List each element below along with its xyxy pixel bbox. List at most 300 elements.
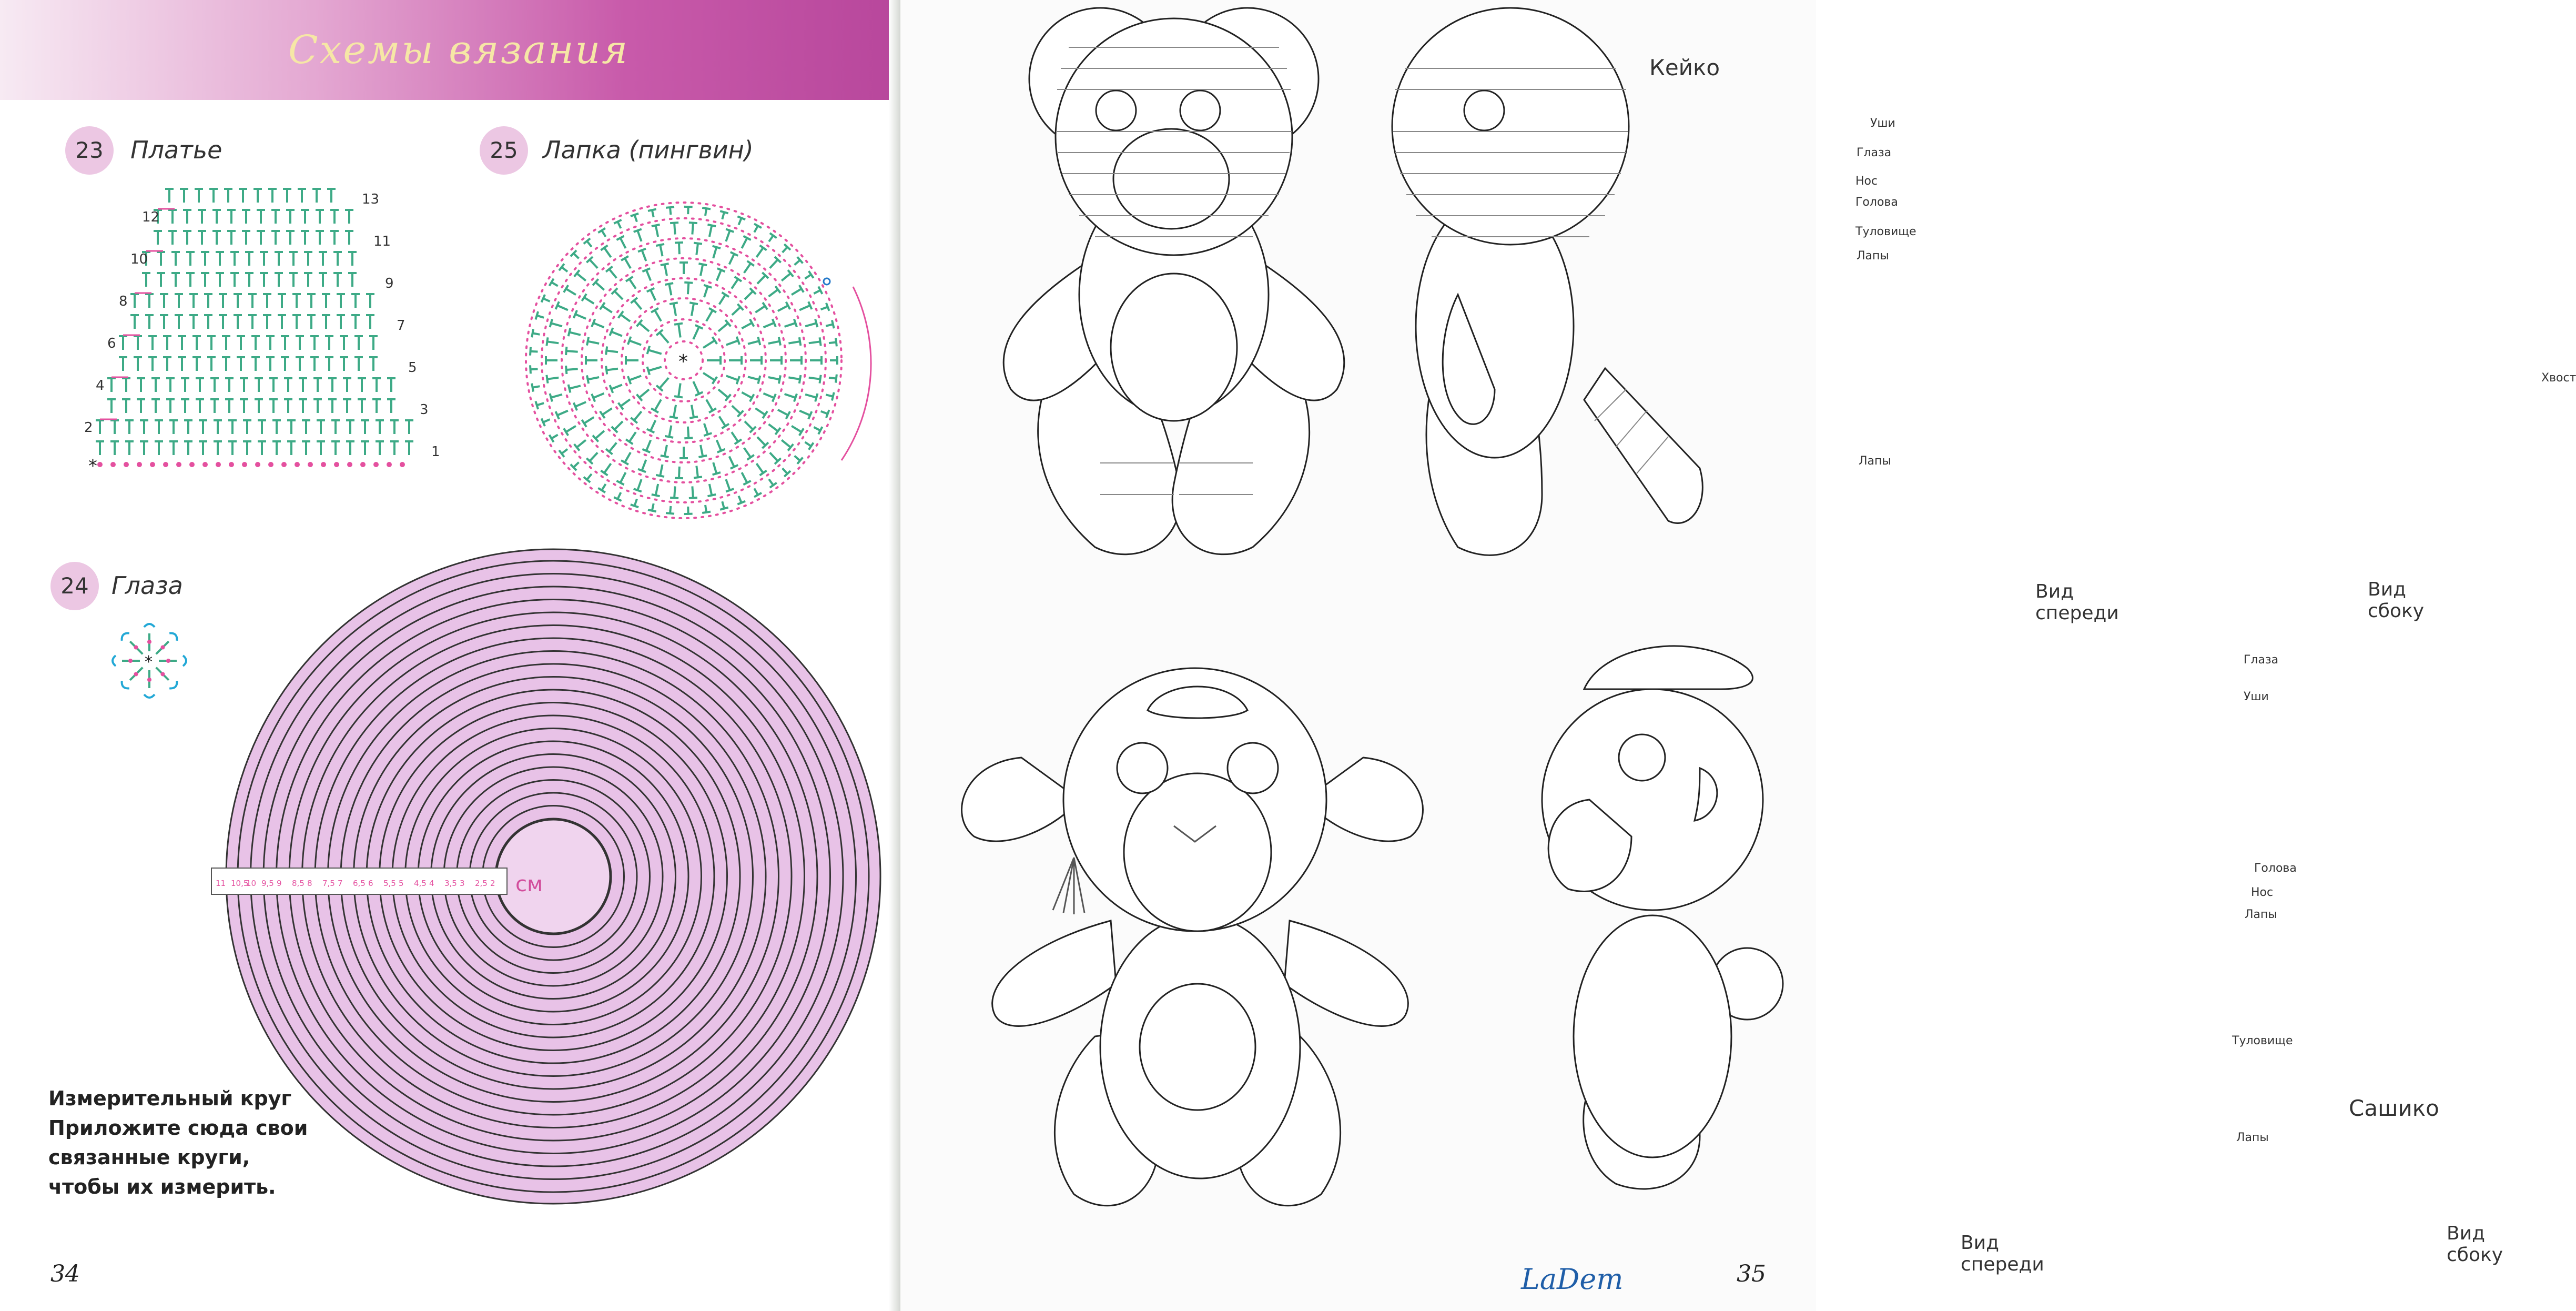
stitch — [742, 392, 752, 398]
chain-stitch — [150, 462, 155, 467]
stitch-top — [532, 329, 533, 337]
paw-spiral-crochet-chart — [505, 187, 873, 534]
chain-stitch — [281, 462, 287, 467]
stitch — [709, 225, 712, 237]
stitch — [705, 505, 706, 512]
stitch-top — [648, 209, 656, 211]
stitch — [795, 260, 800, 265]
stitch — [729, 254, 734, 265]
chain-stitch — [134, 646, 138, 650]
stitch — [634, 215, 636, 221]
stitch-top — [773, 319, 776, 327]
stitch — [788, 341, 800, 344]
stitch-top — [569, 328, 571, 337]
note-line: связанные круги, — [48, 1146, 250, 1169]
stitch-top — [606, 347, 607, 355]
right-page — [900, 0, 2576, 1311]
stitch — [648, 367, 662, 370]
stitch-top — [773, 394, 776, 402]
page-title: Схемы вязания — [288, 27, 630, 73]
scale-tick-label: 4,5 — [414, 879, 427, 888]
stitch — [566, 351, 578, 352]
stitch — [611, 385, 622, 389]
stitch — [547, 341, 559, 343]
stitch — [768, 341, 780, 344]
stitch-top — [694, 477, 702, 478]
stitch — [575, 314, 586, 319]
stitch — [669, 284, 671, 296]
stitch — [754, 226, 758, 232]
stitch — [829, 378, 836, 379]
chain-stitch — [216, 462, 221, 467]
stitch — [566, 426, 576, 432]
stitch — [718, 389, 728, 397]
scale-tick-label: 6 — [368, 879, 373, 888]
left-page-number: 34 — [50, 1260, 80, 1287]
toy-name-keiko: Кейко — [1649, 55, 1720, 80]
stitch-top — [656, 475, 664, 477]
stitch-top — [826, 410, 829, 418]
stitch-top — [794, 394, 797, 401]
start-marker: * — [678, 351, 688, 372]
stitch — [566, 289, 576, 295]
stitch — [634, 499, 636, 506]
stitch — [630, 376, 642, 380]
stitch — [640, 323, 649, 331]
stitch — [704, 286, 708, 297]
stitch-top — [737, 337, 739, 345]
stitch — [602, 408, 612, 415]
stitch — [656, 484, 658, 496]
chain-stitch — [163, 462, 168, 467]
stitch — [531, 351, 538, 352]
stitch — [717, 440, 721, 451]
stitch — [566, 369, 578, 370]
chain-stitch — [308, 462, 313, 467]
outer-stitch — [144, 694, 155, 698]
stitch-top — [698, 456, 707, 457]
stitch — [732, 279, 738, 288]
sashiko-front-view-label: Вид спереди — [1961, 1232, 2044, 1275]
stitch-top — [726, 229, 734, 231]
stitch — [718, 323, 728, 331]
chain-stitch — [242, 462, 247, 467]
stitch — [570, 332, 581, 335]
stitch — [717, 270, 721, 280]
stitch — [630, 279, 636, 288]
stitch — [703, 340, 715, 348]
stitch — [678, 324, 681, 338]
stitch-top — [661, 456, 669, 457]
scale-tick-label: 5,5 — [383, 879, 396, 888]
stitch-top — [530, 347, 531, 356]
scale-tick-label: 2 — [490, 879, 495, 888]
stitch-top — [628, 337, 631, 345]
stitch — [719, 416, 726, 426]
stitch-top — [652, 225, 660, 226]
stitch — [692, 304, 694, 316]
stitch — [620, 238, 625, 248]
stitch-top — [815, 394, 817, 401]
stitch — [573, 462, 579, 468]
scale-tick-label: 8,5 — [292, 879, 305, 888]
stitch — [562, 267, 567, 271]
stitch — [814, 427, 820, 430]
stitch — [570, 386, 581, 388]
stitch — [588, 341, 600, 344]
stitch — [709, 484, 712, 496]
row-number-right: 1 — [431, 444, 440, 460]
dress-crochet-chart — [79, 174, 458, 479]
stitch — [757, 437, 765, 446]
stitch-top — [713, 246, 721, 248]
stitch — [543, 298, 550, 301]
stitch-top — [779, 375, 780, 384]
stitch-top — [836, 375, 837, 383]
stitch — [726, 479, 729, 490]
stitch — [634, 411, 642, 420]
stitch — [821, 411, 828, 414]
start-marker: * — [145, 653, 153, 671]
stitch — [547, 378, 559, 379]
stitch — [614, 291, 623, 299]
stitch — [693, 327, 699, 339]
stitch — [656, 225, 658, 237]
stitch-top — [535, 311, 538, 319]
stitch — [764, 323, 774, 327]
section-title-eyes: Глаза — [111, 571, 183, 600]
stitch — [701, 445, 703, 457]
chain-stitch — [160, 646, 165, 650]
stitch-top — [717, 268, 725, 271]
stitch-top — [628, 376, 631, 384]
stitch — [755, 306, 765, 312]
stitch — [726, 340, 738, 345]
stitch — [778, 410, 788, 415]
eyes-crochet-chart — [103, 614, 196, 707]
keiko-label-paws-legs: Лапы — [1859, 455, 1891, 468]
stitch — [754, 488, 758, 495]
stitch — [756, 463, 763, 473]
stitch — [552, 435, 558, 438]
publisher-logo: LaDem — [1521, 1263, 1624, 1296]
stitch-top — [647, 367, 650, 375]
stitch-top — [694, 243, 702, 244]
stitch-top — [610, 328, 613, 336]
stitch-top — [758, 376, 760, 384]
stitch — [814, 290, 820, 294]
stitch — [679, 243, 680, 254]
stitch — [674, 223, 675, 235]
keiko-label-head: Голова — [1855, 196, 1898, 209]
right-page-number: 35 — [1737, 1260, 1766, 1287]
stitch — [602, 306, 612, 312]
stitch — [606, 350, 618, 352]
stitch — [609, 269, 616, 278]
stitch-top — [638, 249, 646, 252]
stitch — [620, 472, 625, 483]
stitch — [732, 432, 738, 441]
stitch-top — [550, 319, 552, 327]
row-number-left: 8 — [119, 294, 128, 309]
stitch — [557, 411, 568, 416]
stitch — [646, 270, 651, 280]
sashiko-label-paws-arms: Лапы — [2245, 908, 2277, 921]
keiko-front-view-label: Вид спереди — [2035, 581, 2119, 624]
stitch — [805, 395, 816, 398]
keiko-label-nose: Нос — [1855, 175, 1878, 188]
stitch — [829, 342, 836, 343]
stitch-top — [819, 337, 820, 346]
scale-tick-label: 7,5 — [322, 879, 335, 888]
chain-stitch — [124, 462, 129, 467]
stitch — [651, 290, 655, 300]
stitch — [575, 402, 586, 407]
stitch-top — [535, 401, 538, 409]
keiko-label-paws-arms: Лапы — [1857, 249, 1889, 263]
stitch — [562, 449, 567, 453]
toy-name-sashiko: Сашико — [2349, 1095, 2439, 1121]
scale-tick-label: 2,5 — [475, 879, 488, 888]
row-number-left: 4 — [96, 378, 105, 394]
sashiko-label-eyes: Глаза — [2244, 653, 2279, 667]
stitch — [551, 395, 562, 398]
section-number-badge: 25 — [480, 126, 528, 175]
stitch-top — [720, 211, 728, 213]
stitch-top — [704, 433, 712, 436]
stitch — [782, 274, 790, 281]
stitch-top — [826, 303, 829, 311]
chain-stitch — [347, 462, 352, 467]
stitch — [646, 440, 651, 451]
keiko-label-body: Туловище — [1855, 225, 1916, 238]
stitch — [826, 324, 833, 326]
stitch — [696, 244, 698, 255]
chain-stitch — [97, 462, 103, 467]
scale-tick-label: 3 — [460, 879, 465, 888]
spiral-direction-arrow — [841, 287, 871, 460]
stitch-top — [532, 384, 533, 392]
stitch-top — [665, 436, 673, 438]
stitch — [625, 258, 631, 268]
stitch — [805, 442, 812, 446]
stitch — [732, 406, 741, 414]
stitch-top — [713, 472, 721, 475]
stitch — [670, 207, 671, 215]
stitch-top — [587, 337, 589, 346]
stitch — [674, 304, 676, 316]
stitch-top — [794, 319, 797, 327]
stitch — [614, 421, 623, 430]
stitch — [693, 381, 699, 394]
section-number-badge: 23 — [65, 126, 114, 175]
sashiko-label-ears: Уши — [2244, 690, 2269, 703]
stitch — [640, 389, 649, 397]
row-number-right: 5 — [408, 360, 417, 376]
stitch-top — [702, 208, 711, 209]
stitch-top — [631, 214, 638, 216]
chain-stitch — [268, 462, 273, 467]
stitch — [637, 479, 641, 490]
keiko-label-tail: Хвост — [2541, 371, 2576, 385]
stitch — [748, 341, 759, 344]
stitch-top — [779, 337, 780, 346]
stitch — [692, 486, 693, 498]
stitch — [611, 332, 622, 336]
stitch — [768, 424, 778, 431]
stitch — [630, 432, 636, 441]
stitch-top — [836, 338, 837, 347]
stitch-top — [638, 469, 646, 472]
stitch — [588, 377, 600, 379]
stitch-top — [689, 417, 698, 418]
stitch-top — [726, 489, 734, 491]
outer-stitch — [169, 681, 177, 688]
stitch — [604, 248, 611, 257]
row-number-right: 11 — [373, 234, 391, 249]
stitch — [593, 394, 604, 398]
stitch — [590, 452, 597, 461]
stitch-top — [689, 302, 698, 304]
stitch — [706, 310, 713, 321]
stitch-top — [648, 510, 656, 511]
row-number-right: 7 — [397, 318, 405, 334]
sashiko-side-view-label: Вид сбоку — [2447, 1223, 2503, 1266]
sashiko-front-view-diagram — [953, 626, 1479, 1231]
stitch — [660, 245, 662, 257]
stitch — [805, 275, 812, 279]
stitch-top — [832, 392, 834, 401]
stitch — [703, 373, 715, 380]
stitch — [745, 421, 753, 430]
outer-stitch — [144, 624, 155, 627]
scale-tick-label: 5 — [399, 879, 404, 888]
stitch — [769, 479, 773, 485]
stitch — [533, 333, 540, 334]
stitch — [722, 212, 724, 219]
stitch-top — [665, 283, 673, 285]
chain-stitch — [110, 462, 116, 467]
stitch — [584, 417, 594, 423]
stitch — [674, 405, 676, 418]
section-number-badge: 24 — [50, 562, 99, 610]
stitch — [573, 254, 579, 259]
row-number-left: 2 — [84, 420, 93, 436]
left-page — [0, 0, 900, 1311]
scale-tick-label: 7 — [338, 879, 343, 888]
stitch — [595, 431, 604, 439]
stitch — [713, 462, 716, 473]
stitch — [602, 230, 605, 237]
outer-stitch — [113, 655, 116, 666]
stitch-top — [702, 512, 711, 513]
end-marker — [824, 278, 830, 285]
stitch — [552, 283, 558, 286]
stitch-top — [661, 264, 669, 265]
stitch-top — [606, 366, 607, 375]
row-number-right: 3 — [420, 402, 429, 418]
stitch — [719, 295, 726, 305]
stitch — [799, 306, 810, 310]
stitch — [738, 218, 741, 225]
stitch-top — [647, 346, 650, 354]
stitch — [769, 236, 773, 241]
keiko-side-view-label: Вид сбоку — [2368, 579, 2425, 622]
outer-stitch — [183, 655, 186, 666]
stitch — [660, 332, 668, 343]
stitch — [826, 395, 833, 396]
stitch — [674, 486, 675, 498]
row-number-right: 13 — [362, 191, 380, 207]
chain-stitch — [160, 672, 165, 676]
row-number-right: 9 — [385, 276, 394, 291]
stitch-top — [717, 449, 725, 452]
chain-stitch — [189, 462, 195, 467]
stitch — [678, 384, 681, 397]
stitch-top — [642, 449, 650, 452]
scale-tick-label: 11 — [216, 879, 226, 888]
stitch — [729, 456, 734, 467]
stitch-top — [704, 285, 712, 288]
chain-stitch — [400, 462, 405, 467]
stitch-top — [799, 337, 801, 346]
keiko-label-eyes: Глаза — [1857, 146, 1892, 159]
stitch — [732, 307, 741, 315]
scale-tick-label: 9 — [277, 879, 282, 888]
stitch — [551, 323, 562, 326]
scale-tick-label: 10 — [246, 879, 257, 888]
stitch — [590, 260, 597, 268]
stitch — [706, 399, 713, 410]
outer-stitch — [122, 633, 129, 641]
sashiko-side-view-diagram — [1479, 626, 1805, 1221]
stitch — [705, 208, 706, 216]
stitch — [696, 466, 698, 478]
note-line: Измерительный круг — [48, 1087, 292, 1110]
stitch — [742, 238, 747, 248]
stitch — [660, 465, 662, 476]
stitch — [770, 452, 778, 461]
stitch-top — [634, 229, 642, 231]
chain-stitch — [360, 462, 366, 467]
stitch-top — [670, 417, 678, 418]
stitch — [543, 419, 550, 422]
stitch-top — [819, 375, 820, 384]
stitch — [704, 423, 708, 435]
stitch-top — [530, 365, 531, 374]
stitch-top — [698, 264, 707, 265]
chain-stitch — [166, 659, 170, 663]
stitch — [665, 265, 667, 276]
keiko-side-view-diagram — [1374, 0, 1731, 579]
scale-unit: см — [515, 872, 543, 896]
stitch — [783, 468, 787, 473]
stitch — [744, 264, 751, 273]
section-title-dress: Платье — [130, 136, 222, 164]
stitch-top — [737, 501, 745, 505]
stitch — [756, 248, 763, 257]
stitch — [745, 291, 753, 299]
stitch — [692, 223, 693, 235]
stitch — [809, 378, 820, 379]
stitch — [655, 399, 661, 410]
stitch — [609, 442, 616, 451]
stitch — [778, 306, 788, 311]
stitch — [809, 341, 820, 343]
sashiko-label-body: Туловище — [2232, 1034, 2293, 1047]
stitch-top — [642, 268, 650, 271]
section-title-paw-penguin: Лапка (пингвин) — [543, 136, 754, 164]
